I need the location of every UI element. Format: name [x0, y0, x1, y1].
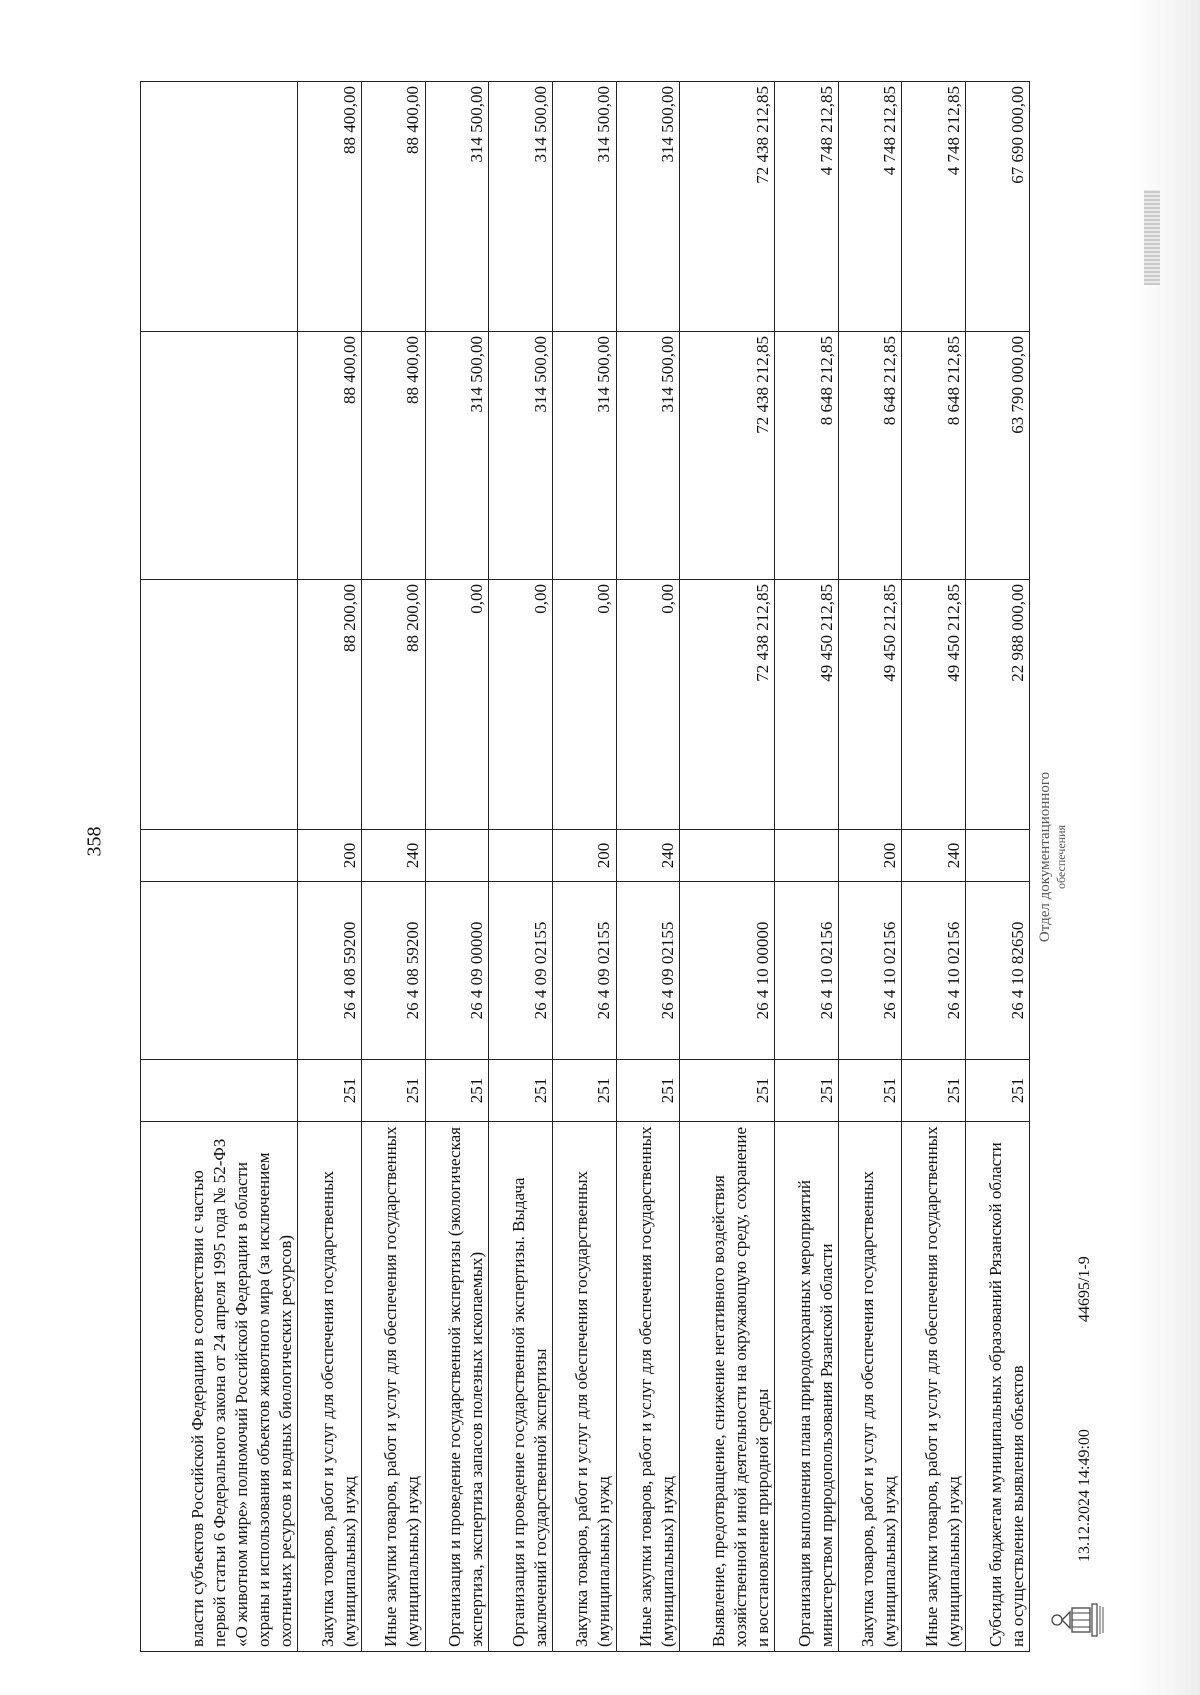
footer-date: 13.12.2024 14:49:00: [1076, 1429, 1093, 1562]
section-code-cell: 251: [489, 1060, 553, 1122]
table-row: [489, 82, 553, 1652]
table-row: [775, 82, 839, 1652]
amount-year1-cell: 0,00: [489, 580, 553, 830]
amount-year3-cell: 67 690 000,00: [966, 82, 1030, 332]
scan-edge: [1128, 0, 1200, 1695]
table-row: [680, 82, 775, 1652]
amount-year2-cell: 314 500,00: [552, 332, 616, 580]
target-article-code-cell: 26 4 10 00000: [680, 882, 775, 1060]
amount-year3-cell: 314 500,00: [552, 82, 616, 332]
table-row: [838, 82, 902, 1652]
amount-year1-cell: 88 200,00: [361, 580, 425, 830]
amount-year2-cell: 314 500,00: [425, 332, 489, 580]
amount-year3-cell: 4 748 212,85: [775, 82, 839, 332]
target-article-code-cell: 26 4 09 02155: [489, 882, 553, 1060]
table-row: [902, 82, 966, 1652]
target-article-code-cell: 26 4 10 82650: [966, 882, 1030, 1060]
section-code-cell: 251: [680, 1060, 775, 1122]
section-code-cell: 251: [298, 1060, 362, 1122]
row-name-cell: Выявление, предотвращение, снижение негативного воздействия хозяйственной и иной деятельности на окружающую среду, сохранение и восстановление природной среды: [680, 1122, 775, 1652]
row-name-cell: Иные закупки товаров, работ и услуг для обеспечения государственных (муниципальных) нужд: [361, 1122, 425, 1652]
amount-year1-cell: [141, 580, 298, 830]
amount-year1-cell: 0,00: [552, 580, 616, 830]
amount-year3-cell: 88 400,00: [298, 82, 362, 332]
target-article-code-cell: 26 4 10 02156: [838, 882, 902, 1060]
amount-year2-cell: 314 500,00: [489, 332, 553, 580]
table-row: [298, 82, 362, 1652]
section-code-cell: [141, 1060, 298, 1122]
row-name-cell: власти субъектов Российской Федерации в соответствии с частью первой статьи 6 Федерального закона от 24 апреля 1995 года № 52-ФЗ «О животном мире» полномочий Российской Федерации в области охраны и использования объектов животного мира (за исключением охотничьих ресурсов и водных биологических ресурсов): [141, 1122, 298, 1652]
amount-year1-cell: 49 450 212,85: [902, 580, 966, 830]
amount-year1-cell: 22 988 000,00: [966, 580, 1030, 830]
row-name-cell: Закупка товаров, работ и услуг для обеспечения государственных (муниципальных) нужд: [552, 1122, 616, 1652]
amount-year3-cell: [141, 82, 298, 332]
row-name-cell: Закупка товаров, работ и услуг для обеспечения государственных (муниципальных) нужд: [298, 1122, 362, 1652]
section-code-cell: 251: [425, 1060, 489, 1122]
row-name-cell: Организация выполнения плана природоохранных мероприятий министерством природопользования Рязанской области: [775, 1122, 839, 1652]
amount-year1-cell: 88 200,00: [298, 580, 362, 830]
expense-type-code-cell: 200: [552, 830, 616, 882]
amount-year1-cell: 49 450 212,85: [775, 580, 839, 830]
table-row: [425, 82, 489, 1652]
table-row: [361, 82, 425, 1652]
row-name-cell: Организация и проведение государственной экспертизы (экологическая экспертиза, экспертиза запасов полезных ископаемых): [425, 1122, 489, 1652]
section-code-cell: 251: [616, 1060, 680, 1122]
table-row: [616, 82, 680, 1652]
scan-artifact: [1144, 190, 1160, 285]
target-article-code-cell: 26 4 10 02156: [902, 882, 966, 1060]
table-row: [141, 82, 298, 1652]
table-row: [966, 82, 1030, 1652]
expense-type-code-cell: 200: [298, 830, 362, 882]
expense-type-code-cell: [489, 830, 553, 882]
expense-type-code-cell: [966, 830, 1030, 882]
amount-year2-cell: [141, 332, 298, 580]
expense-type-code-cell: 200: [838, 830, 902, 882]
target-article-code-cell: 26 4 10 02156: [775, 882, 839, 1060]
stamp-line-1: Отдел документационного: [1037, 771, 1053, 943]
section-code-cell: 251: [552, 1060, 616, 1122]
amount-year3-cell: 72 438 212,85: [680, 82, 775, 332]
amount-year2-cell: 8 648 212,85: [902, 332, 966, 580]
target-article-code-cell: 26 4 09 02155: [552, 882, 616, 1060]
amount-year1-cell: 49 450 212,85: [838, 580, 902, 830]
row-name-cell: Закупка товаров, работ и услуг для обеспечения государственных (муниципальных) нужд: [838, 1122, 902, 1652]
section-code-cell: 251: [838, 1060, 902, 1122]
amount-year3-cell: 314 500,00: [489, 82, 553, 332]
target-article-code-cell: 26 4 08 59200: [361, 882, 425, 1060]
amount-year2-cell: 63 790 000,00: [966, 332, 1030, 580]
amount-year2-cell: 88 400,00: [361, 332, 425, 580]
amount-year3-cell: 88 400,00: [361, 82, 425, 332]
expense-type-code-cell: 240: [361, 830, 425, 882]
expense-type-code-cell: [425, 830, 489, 882]
stamp-line-2: обеспечения: [1054, 824, 1068, 890]
target-article-code-cell: 26 4 08 59200: [298, 882, 362, 1060]
amount-year2-cell: 8 648 212,85: [775, 332, 839, 580]
target-article-code-cell: [141, 882, 298, 1060]
emblem-icon: [1048, 1598, 1106, 1642]
amount-year3-cell: 4 748 212,85: [838, 82, 902, 332]
target-article-code-cell: 26 4 09 00000: [425, 882, 489, 1060]
footer-doc-number: 44695/1-9: [1076, 1256, 1093, 1322]
amount-year2-cell: 72 438 212,85: [680, 332, 775, 580]
amount-year3-cell: 4 748 212,85: [902, 82, 966, 332]
row-name-cell: Иные закупки товаров, работ и услуг для обеспечения государственных (муниципальных) нужд: [616, 1122, 680, 1652]
department-stamp: [1036, 732, 1068, 982]
page-number: 358: [83, 826, 106, 857]
expense-type-code-cell: 240: [902, 830, 966, 882]
document-sheet: [140, 42, 1093, 1652]
expense-type-code-cell: [775, 830, 839, 882]
expense-type-code-cell: [141, 830, 298, 882]
amount-year2-cell: 88 400,00: [298, 332, 362, 580]
target-article-code-cell: 26 4 09 02155: [616, 882, 680, 1060]
section-code-cell: 251: [361, 1060, 425, 1122]
table-row: [552, 82, 616, 1652]
amount-year1-cell: 0,00: [616, 580, 680, 830]
expense-type-code-cell: [680, 830, 775, 882]
budget-table: [140, 81, 1030, 1652]
amount-year1-cell: 0,00: [425, 580, 489, 830]
expense-type-code-cell: 240: [616, 830, 680, 882]
section-code-cell: 251: [775, 1060, 839, 1122]
row-name-cell: Организация и проведение государственной экспертизы. Выдача заключений государственной экспертизы: [489, 1122, 553, 1652]
amount-year2-cell: 314 500,00: [616, 332, 680, 580]
amount-year3-cell: 314 500,00: [616, 82, 680, 332]
row-name-cell: Субсидии бюджетам муниципальных образований Рязанской области на осуществление выявления объектов: [966, 1122, 1030, 1652]
amount-year1-cell: 72 438 212,85: [680, 580, 775, 830]
row-name-cell: Иные закупки товаров, работ и услуг для обеспечения государственных (муниципальных) нужд: [902, 1122, 966, 1652]
section-code-cell: 251: [902, 1060, 966, 1122]
amount-year2-cell: 8 648 212,85: [838, 332, 902, 580]
section-code-cell: 251: [966, 1060, 1030, 1122]
rotated-content: [140, 42, 1093, 1652]
amount-year3-cell: 314 500,00: [425, 82, 489, 332]
